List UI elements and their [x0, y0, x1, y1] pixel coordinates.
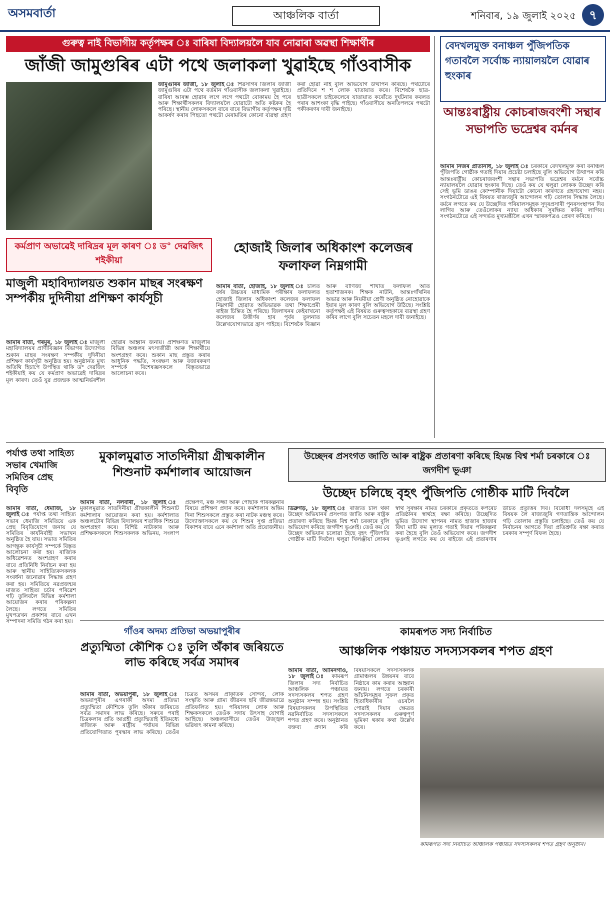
story4-byline: আমাৰ বাৰ্তা, হোজাই, ১৮ জুলাই ঃ [216, 284, 305, 290]
story6-byline: আমাৰ বাৰ্তা, নলবাৰী, ১৮ জুলাই ঃ [80, 500, 179, 506]
story3-kicker-box [6, 238, 212, 272]
story5-body-text: পৰ্যাপ্ত তথা সাহিত্য সভাৰ ধেমাজি সমিতিয়ে এক প্ৰেছ বিবৃতিযোগে জনায় যে সমিতিৰ কাৰ্যনিৰ্বাহী সভাখন অনুষ্ঠিত হৈ যায়। সভাত সমিতিৰ আগন্তুক কাৰ্যসূচী সম্পৰ্কে বিস্তৃত আলোচনা কৰা হয়। ৰাজ্যিক অধিৱেশনত অংশগ্ৰহণ কৰাৰ বাবে প্ৰতিনিধি নিৰ্বাচন কৰা হয় আৰু স্থানীয় সাহিত্যিকসকলক সংবৰ্ধনা জনোৱাৰ সিদ্ধান্ত গ্ৰহণ কৰা হয়। সমিতিয়ে নৱপ্ৰজন্মৰ মাজত সাহিত্য চৰ্চাৰ পৰিৱেশ গঢ়ি তুলিবলৈ বিভিন্ন কৰ্মশালা আয়োজন কৰাৰ পৰিকল্পনা লৈছে। লগতে সমিতিৰ মুখপত্ৰখন প্ৰকাশৰ বাবে এখন সম্পাদনা সমিতি গঠন কৰা হয়। [6, 512, 76, 626]
story6-headline: মুকালমুৱাত সাতদিনীয়া গ্ৰীষ্মকালীন শিশুনাট কৰ্মশালাৰ আয়োজন [99, 449, 265, 479]
newspaper-logo: অসমবাৰ্তা [8, 6, 56, 20]
story2-body-text: চৰকাৰে বেদখলমুক্ত কৰা বনাঞ্চল পুঁজিপতি গোষ্ঠীক গতাই দিয়াৰ প্ৰচেষ্টা চলাইছে বুলি অভিযোগ উত্থাপন কৰি আন্তঃৰাষ্ট্ৰীয় কোচৰাজবংশী সন্থাৰ সভাপতি ভদ্ৰেশ্বৰ বৰ্মনে সৰ্বোচ্চ ন্যায়ালয়লৈ যোৱাৰ হুংকাৰ দিছে। তেওঁ কয় যে থলুৱা লোকক উচ্ছেদ কৰি সেই ভূমি ডাঙৰ কোম্পানীক দিয়াটো কোনো কাৰণতে গ্ৰহণযোগ্য নহয়। সংগঠনটোৱে এই বিষয়ত ৰাজ্যজুৰি আন্দোলন গঢ়ি তোলাৰ সিদ্ধান্ত লৈছে। বৰ্মনে লগতে কয় যে উচ্ছেদিত পৰিয়ালসমূহক সুদূৰপ্ৰসাৰী পুনৰসংস্থাপন দিব লাগিব আৰু তেওঁলোকৰ ন্যায্য অধিকাৰ সুৰক্ষিত কৰিব লাগিব। সংগঠনটোৱে এই সন্দৰ্ভত মুখ্যমন্ত্ৰীলৈ এখন স্মাৰকপত্ৰও প্ৰেৰণ কৰিছে। [440, 164, 604, 221]
story7-kicker-box [288, 448, 606, 482]
story8-body [80, 692, 284, 892]
horizontal-divider-lower [80, 620, 604, 621]
story9-byline: আমাৰ বাৰ্তা, আমিনগাঁও, ১৮ জুলাই ঃ [288, 668, 348, 681]
issue-date: শনিবাৰ, ১৯ জুলাই ২০২৫ [470, 11, 576, 22]
story2-byline: আমাৰ নিজৰ প্ৰতিনিধি, ১৮ জুলাই ঃ [440, 164, 529, 170]
story3-body-text: মাজুলী মহাবিদ্যালয়ৰ প্ৰাণীবিজ্ঞান বিভাগৰ উদ্যোগত শুকান মাছৰ সংৰক্ষণ সম্পৰ্কীয় দুদিনীয়া প্ৰশিক্ষণ কাৰ্যসূচী অনুষ্ঠিত হয়। অনুষ্ঠানত মুখ্য অতিথি হিচাপে উপস্থিত থাকি ড° দেৱজিৎ শইকীয়াই কয় যে কৰ্মপ্ৰাণ অভাৱেই দাৰিদ্ৰৰ মূল কাৰণ। তেওঁ যুৱ প্ৰজন্মক আত্মনিৰ্ভৰশীল হোৱাৰ আহ্বান জনায়। প্ৰশিক্ষণত মাজুলীৰ বিভিন্ন অঞ্চলৰ মৎস্যজীৱী আৰু শিক্ষাৰ্থীয়ে অংশগ্ৰহণ কৰে। শুকান মাছ প্ৰস্তুত কৰাৰ আধুনিক পদ্ধতি, সংৰক্ষণ আৰু বজাৰকৰণ সম্পৰ্কে বিশেষজ্ঞসকলে বিস্তৃতভাৱে আলোচনা কৰে। [6, 340, 210, 384]
story7-headline: উচ্ছেদ চলিছে বৃহৎ পুঁজিপতি গোষ্ঠীক মাটি দিবলৈ [322, 485, 570, 500]
story3-headline: মাজুলী মহাবিদ্যালয়ত শুকান মাছৰ সংৰক্ষণ সম্পৰ্কীয় দুদিনীয়া প্ৰশিক্ষণ কাৰ্যসূচী [6, 276, 203, 305]
story3-byline: আমাৰ বাৰ্তা, গৰমুৰ, ১৮ জুলাই ঃ [6, 340, 88, 346]
vertical-divider [434, 36, 435, 438]
story6-body-text: মুকালমুৱাত সাতদিনীয়া গ্ৰীষ্মকালীন শিশুনাট কৰ্মশালাৰ আয়োজন কৰা হয়। কৰ্মশালাত অঞ্চলটোৰ বিভিন্ন বিদ্যালয়ৰ শতাধিক শিশুৱে অংশগ্ৰহণ কৰে। বিশিষ্ট নাট্যকাৰ আৰু প্ৰশিক্ষকসকলে শিশুসকলক অভিনয়, সংলাপ প্ৰক্ষেপণ, মঞ্চ সজ্জা আৰু পোছাক পৰিকল্পনাৰ বিষয়ে প্ৰশিক্ষণ প্ৰদান কৰে। কৰ্মশালাৰ অন্তিম দিনা শিশুসকলে প্ৰস্তুত কৰা নাটক মঞ্চস্থ কৰে। উদ্যোক্তাসকলে কয় যে শিশুৰ সুপ্ত প্ৰতিভা বিকাশৰ বাবে এনে কৰ্মশালা অতি প্ৰয়োজনীয়। [80, 500, 284, 538]
page-number: ৭ [582, 4, 604, 26]
story9-photo [420, 668, 604, 838]
story9-body-text: কামৰূপ জিলাৰ সদ্য নিৰ্বাচিত আঞ্চলিক পঞ্চায়ত সদস্যসকলৰ শপত গ্ৰহণ অনুষ্ঠান সম্পন্ন হয়। সংশ্লিষ্ট বিষয়াসকলৰ উপস্থিতিত নৱনিৰ্বাচিত সদস্যসকলে শপত গ্ৰহণ কৰে। অনুষ্ঠানত বক্তব্য প্ৰদান কৰি বিষয়াসকলে সদস্যসকলক গ্ৰামাঞ্চলৰ উন্নয়নৰ বাবে নিষ্ঠাৰে কাম কৰাৰ আহ্বান জনায়। লগতে চৰকাৰী আঁচনিসমূহৰ সুফল প্ৰকৃত হিতাধিকাৰীৰ ওচৰলৈ পোৱাই দিয়াৰ ক্ষেত্ৰত সদস্যসকলৰ গুৰুত্বপূৰ্ণ ভূমিকা থকাৰ কথা উল্লেখ কৰে। [288, 668, 414, 731]
story6-body [80, 500, 284, 616]
story2-kicker: বেদখলমুক্ত বনাঞ্চল পুঁজিপতিক গতাবলৈ সৰ্বোচ্চ ন্যায়ালয়লৈ যোৱাৰ হুংকাৰ [445, 41, 590, 82]
story1-kicker: গুৰুত্ব নাই বিভাগীয় কৰ্তৃপক্ষৰ ঃ বাৰিষা বিদ্যালয়লৈ যাব নোৱাৰা অৱস্থা শিক্ষাৰ্থীৰ [6, 36, 430, 52]
section-title: আঞ্চলিক বাৰ্তা [232, 6, 380, 26]
story5-body [6, 506, 76, 892]
story8-body-text: অভয়াপুৰীৰ এগৰাকী অদম্য প্ৰতিভা প্ৰত্যুম্মিতা কৌশিকে তুলি অঁকাৰ জৰিয়তে সৰ্বত্ৰ সমাদৰ লাভ কৰিছে। সৰুৰে পৰাই চিত্ৰকলাৰ প্ৰতি আগ্ৰহী প্ৰত্যুম্মিতাই ইতিমধ্যে ৰাজ্যিক আৰু ৰাষ্ট্ৰীয় পৰ্যায়ৰ বিভিন্ন প্ৰতিযোগিতাত পুৰস্কাৰ লাভ কৰিছে। তেওঁৰ চিত্ৰত অসমৰ প্ৰাকৃতিক সৌন্দৰ্য, লোক সংস্কৃতি আৰু গ্ৰাম্য জীৱনৰ ছবি জীৱন্তভাৱে প্ৰতিফলিত হয়। পৰিয়ালৰ লোক আৰু শিক্ষকসকলে তেওঁক সদায় উৎসাহ যোগাই আহিছে। অঞ্চলবাসীয়ে তেওঁৰ উজ্জ্বল ভৱিষ্যৎ কামনা কৰিছে। [80, 692, 284, 736]
story7-byline: ডিব্ৰুগড়, ১৮ জুলাই ঃ [288, 506, 347, 512]
story1-byline: জামুগুৰিৰ জাঁজী, ১৮ জুলাই ঃ [158, 82, 235, 88]
story3-body [6, 340, 210, 438]
story4-headline: হোজাই জিলাৰ অধিকাংশ কলেজৰ ফলাফল নিম্নগামী [233, 241, 413, 274]
masthead [0, 0, 610, 32]
story3-kicker: কৰ্মপ্ৰাণ অভাৱেই দাৰিদ্ৰৰ মূল কাৰণ ঃ ড° দেৱজিৎ শইকীয়া [14, 242, 204, 266]
story5-headline: পৰ্যাপ্ত তথা সাহিত্য সভাৰ খেমাজি সমিতিৰ প্ৰেছ বিবৃতি [6, 449, 74, 495]
story1-photo [6, 82, 152, 230]
story1-headline: জাঁজী জামুগুৰিৰ এটা পথে জলাকলা খুৱাইছে গাঁওবাসীক [24, 56, 412, 76]
story1-body-text: শিৱসাগৰ জিলাৰ জাঁজী জামুগুৰিৰ এটা পথে বৰ্তমান গাঁওবাসীক জলাকলা খুৱাইছে। বাৰিষা আৰম্ভ হোৱাৰ লগে লগে পথটো বোকাময় হৈ পৰে আৰু শিক্ষাৰ্থীসকলৰ বিদ্যালয়লৈ যোৱাটো অতি কষ্টকৰ হৈ পৰিছে। স্থানীয় লোকসকলে বাৰে বাৰে বিভাগীয় কৰ্তৃপক্ষৰ দৃষ্টি আকৰ্ষণ কৰাৰ পিছতো পথটো মেৰামতিৰ কোনো ব্যৱস্থা গ্ৰহণ কৰা হোৱা নাই বুলি অভিযোগ উত্থাপন কৰিছে। পথটোৰে প্ৰতিদিনে শ শ লোক যাতায়াত কৰে। বিশেষকৈ ছাত্ৰ-ছাত্ৰীসকলে চাইকেলেৰে যাতায়াত কৰোঁতে দুৰ্ঘটনাৰ কবলত পৰাৰ আশংকা বৃদ্ধি পাইছে। গাঁওবাসীয়ে অনতিপলমে পথটো পকীকৰণৰ দাবী জনাইছে। [158, 82, 430, 120]
story9-body [288, 668, 414, 892]
story2-kicker-box [440, 36, 606, 102]
story4-body [216, 284, 430, 438]
story7-kicker: উচ্ছেদৰ প্ৰসংগত জাতি আৰু ৰাষ্ট্ৰক প্ৰতাৰণা কৰিছে হিমন্ত বিশ্ব শৰ্মা চৰকাৰে ঃ জগদীশ ভূঞা [303, 452, 591, 476]
story2-headline: আন্তঃৰাষ্ট্ৰীয় কোচৰাজবংশী সন্থাৰ সভাপতি ভদ্ৰেশ্বৰ বৰ্মনৰ [443, 105, 601, 136]
horizontal-divider [6, 442, 604, 443]
story7-body [288, 506, 604, 616]
story8-kicker: গাঁওৰ অদম্য প্ৰতিভা অভয়াপুৰীৰ [123, 627, 241, 637]
story9-headline: আঞ্চলিক পঞ্চায়ত সদস্যসকলৰ শপত গ্ৰহণ [339, 643, 553, 658]
story9-caption: কামৰূপত সদ্য নিৰ্বাচিত আঞ্চলিক পঞ্চায়ত সদস্যসকলৰ শপত গ্ৰহণ অনুষ্ঠান। [420, 842, 586, 848]
story2-body [440, 164, 604, 438]
story9-kicker: কামৰূপত সদ্য নিৰ্বাচিত [400, 627, 492, 638]
story4-body-text: চলিত বৰ্ষৰ উচ্চতৰ মাধ্যমিক পৰীক্ষাৰ ফলাফলত হোজাই জিলাৰ অধিকাংশ কলেজৰ ফলাফল নিম্নগামী হোৱাত অভিভাৱক তথা শিক্ষাপ্ৰেমী ৰাইজ চিন্তিত হৈ পৰিছে। জিলাখনৰ কেইবাখনো কলেজৰ উত্তীৰ্ণৰ হাৰ পূৰ্বৰ তুলনাত উল্লেখযোগ্যভাৱে হ্ৰাস পাইছে। বিশেষকৈ বিজ্ঞান আৰু বাণিজ্য শাখাত ফলাফল অতি হতাশাজনক। শিক্ষক নাটনি, আন্তঃগাঁথনিৰ অভাৱ আৰু নিয়মীয়া শ্ৰেণী অনুষ্ঠিত নোহোৱাকে ইয়াৰ মূল কাৰণ বুলি অভিযোগ উঠিছে। সংশ্লিষ্ট কৰ্তৃপক্ষই এই বিষয়ত গুৰুত্বসহকাৰে ব্যৱস্থা গ্ৰহণ কৰিব লাগে বুলি সচেতন মহলে দাবী জনাইছে। [216, 284, 430, 328]
story5-byline: আমাৰ বাৰ্তা, ধেমাজি, ১৮ জুলাই ঃ [6, 506, 76, 519]
story8-headline: প্ৰত্যুম্মিতা কৌশিক ঃ তুলি অঁকাৰ জৰিয়তে লাভ কৰিছে সৰ্বত্ৰ সমাদৰ [80, 640, 284, 669]
story7-body-text: ৰাজ্যত চলি থকা উচ্ছেদ অভিযানৰ প্ৰসংগত জাতি আৰু ৰাষ্ট্ৰক প্ৰতাৰণা কৰিছে হিমন্ত বিশ্ব শৰ্মা চৰকাৰে বুলি অভিযোগ কৰিছে জগদীশ ভূঞাই। তেওঁ কয় যে উচ্ছেদ অভিযান চলোৱা হৈছে বৃহৎ পুঁজিপতি গোষ্ঠীক মাটি দিবলৈ। থলুৱা খিলঞ্জীয়া লোকৰ স্বাৰ্থ সুৰক্ষাৰ নামত চৰকাৰে প্ৰকৃততে কৰ্পৰেট প্ৰতিষ্ঠানৰ স্বাৰ্থহে ৰক্ষা কৰিছে। উচ্ছেদিত ভূমিত উদ্যোগ স্থাপনৰ নামত হাজাৰ হাজাৰ বিঘা মাটি কম মূল্যত গতাই দিয়াৰ পৰিকল্পনা কৰা হৈছে বুলি তেওঁ অভিযোগ কৰে। জগদীশ ভূঞাই লগতে কয় যে ৰাইজে এই প্ৰতাৰণাৰ উচিত প্ৰত্যুত্তৰ দিব। বিৰোধী দলসমূহে এই বিষয়ক লৈ ৰাজ্যজুৰি গণতান্ত্ৰিক আন্দোলন গঢ়ি তোলাৰ প্ৰস্তুতি চলাইছে। তেওঁ কয় যে নিৰ্বাচনৰ আগতে দিয়া প্ৰতিশ্ৰুতি ৰক্ষা কৰাত চৰকাৰ সম্পূৰ্ণ বিফল হৈছে। [288, 506, 604, 544]
story1-body [158, 82, 430, 230]
story8-byline: আমাৰ বাৰ্তা, অভয়াপুৰী, ১৮ জুলাই ঃ [80, 692, 179, 698]
